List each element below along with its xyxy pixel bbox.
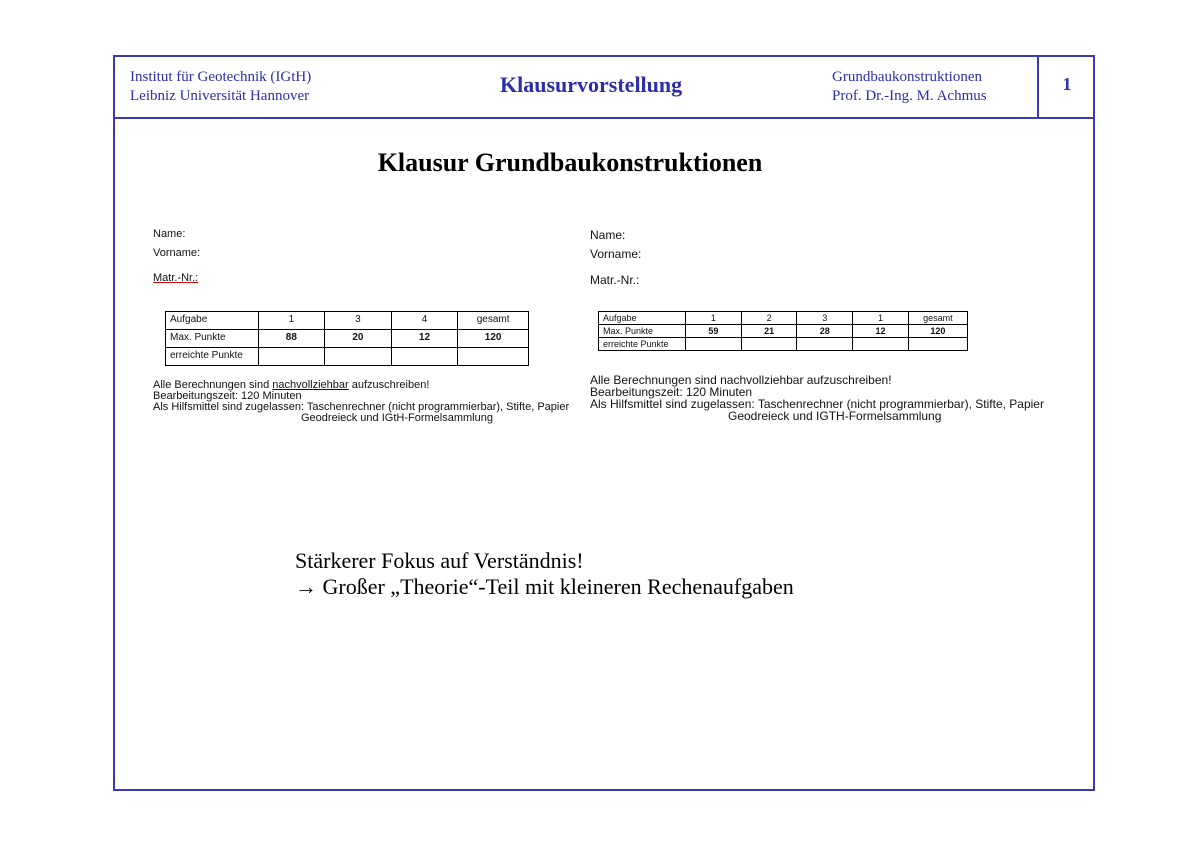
slide-header [115, 57, 1093, 119]
table-cell: 1 [686, 312, 742, 325]
institute-info [130, 68, 311, 106]
page-number-box [1037, 57, 1095, 117]
matr-label [153, 272, 198, 284]
course-name: Grundbaukonstruktionen [832, 69, 982, 85]
table-row [166, 312, 529, 330]
table-cell [908, 338, 967, 351]
table-cell: gesamt [908, 312, 967, 325]
message-line-1: Stärkerer Fokus auf Verständnis! [295, 548, 584, 573]
name-label: Name: [153, 228, 186, 240]
table-cell [741, 338, 797, 351]
note-line: Geodreieck und IGTH-Formelsammlung [728, 409, 942, 423]
note-line: Alle Berechnungen sind nachvollziehbar aufzuschreiben! [590, 373, 892, 387]
table-row [599, 325, 968, 338]
table-cell [258, 348, 325, 366]
table-cell: erreichte Punkte [166, 348, 259, 366]
table-cell: 59 [686, 325, 742, 338]
note-line: Als Hilfsmittel sind zugelassen: Taschenrechner (nicht programmierbar), Stifte, Papier [590, 397, 1044, 411]
table-cell: 1 [853, 312, 909, 325]
table-cell: 20 [325, 330, 392, 348]
table-cell: 12 [391, 330, 458, 348]
table-cell: Aufgabe [599, 312, 686, 325]
note-line: Alle Berechnungen sind nachvollziehbar aufzuschreiben! [153, 379, 430, 391]
table-cell [686, 338, 742, 351]
page-number: 1 [1062, 74, 1072, 94]
key-message [295, 548, 794, 600]
table-cell: gesamt [458, 312, 529, 330]
table-cell: 12 [853, 325, 909, 338]
name-label: Name: [590, 228, 626, 242]
professor-name: Prof. Dr.-Ing. M. Achmus [832, 88, 987, 104]
table-cell [797, 338, 853, 351]
vorname-label: Vorname: [153, 247, 201, 259]
university-name: Leibniz Universität Hannover [130, 88, 310, 104]
table-cell [325, 348, 392, 366]
table-cell: 3 [797, 312, 853, 325]
exam-cover-right [590, 228, 1050, 438]
exam-notes-right [590, 374, 1044, 422]
table-row [599, 338, 968, 351]
matr-label-text: Matr.-Nr.: [153, 272, 199, 284]
table-cell [853, 338, 909, 351]
note-line: Geodreieck und IGtH-Formelsammlung [301, 412, 493, 424]
table-cell: erreichte Punkte [599, 338, 686, 351]
table-cell [458, 348, 529, 366]
table-cell: 120 [458, 330, 529, 348]
table-cell: Max. Punkte [599, 325, 686, 338]
vorname-label: Vorname: [590, 247, 642, 261]
table-cell: Max. Punkte [166, 330, 259, 348]
points-table-left [165, 311, 529, 366]
exam-cover-left [153, 228, 573, 438]
arrow-icon: → [295, 574, 317, 599]
message-line-2: → Großer „Theorie“-Teil mit kleineren Rechenaufgaben [295, 574, 794, 599]
table-cell: 3 [325, 312, 392, 330]
points-table-right [598, 311, 968, 351]
table-cell: 21 [741, 325, 797, 338]
table-cell: 88 [258, 330, 325, 348]
table-cell [391, 348, 458, 366]
institute-name: Institut für Geotechnik (IGtH) [130, 69, 312, 85]
table-cell: Aufgabe [166, 312, 259, 330]
header-title: Klausurvorstellung [500, 72, 683, 97]
matr-label: Matr.-Nr.: [590, 273, 640, 287]
table-row [599, 312, 968, 325]
note-line: Als Hilfsmittel sind zugelassen: Taschenrechner (nicht programmierbar), Stifte, Papier [153, 401, 570, 413]
table-row [166, 348, 529, 366]
note-line: Bearbeitungszeit: 120 Minuten [153, 390, 302, 402]
table-cell: 1 [258, 312, 325, 330]
course-info [832, 68, 987, 106]
exam-notes-left [153, 380, 569, 424]
table-cell: 4 [391, 312, 458, 330]
table-cell: 28 [797, 325, 853, 338]
table-row [166, 330, 529, 348]
page-title: Klausur Grundbaukonstruktionen [377, 148, 763, 177]
table-cell: 120 [908, 325, 967, 338]
note-line: Bearbeitungszeit: 120 Minuten [590, 385, 753, 399]
table-cell: 2 [741, 312, 797, 325]
